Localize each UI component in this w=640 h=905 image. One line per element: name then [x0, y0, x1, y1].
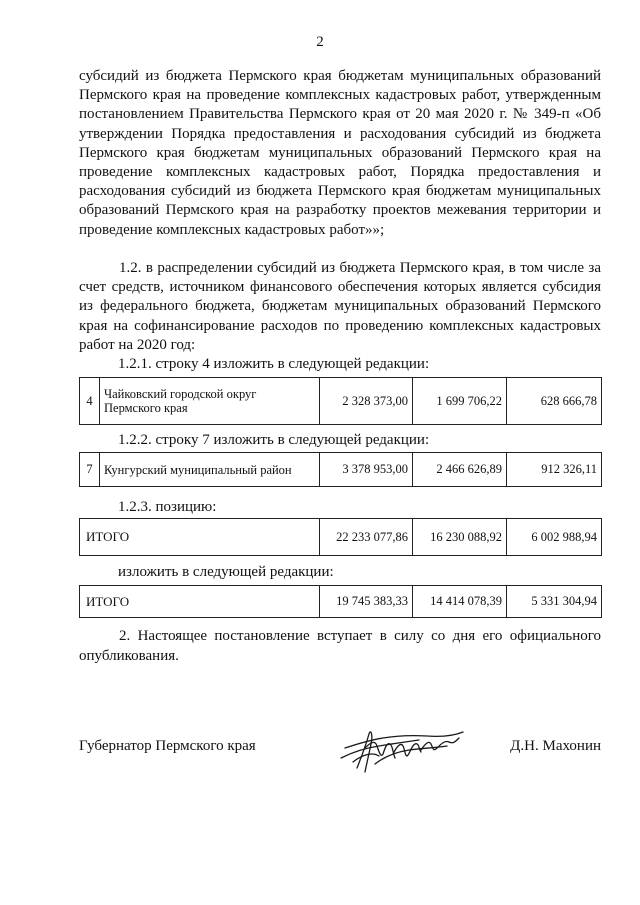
new-edition-label: изложить в следующей редакции:: [118, 564, 334, 580]
regional-amount: 6 002 988,94: [507, 519, 602, 556]
paragraph-continuation: субсидий из бюджета Пермского края бюджетам муниципальных образований Пермского края на проведение комплексных кадастровых работ, утвержденным постановлением Правительства Пермского края от 20 мая 2020 г. № 349-п «Об утверждении Порядка предоставления и расходования субсидий из бюджета Пермского края бюджетам муниципальных образований Пермского края на проведение комплексных кадастровых работ, Порядка предоставления и расходования субсидий из бюджета Пермского края бюджетам муниципальных образований Пермского края на разработку проектов межевания территории и проведение комплексных кадастровых работ»»;: [79, 68, 601, 238]
clause-1-2-2-label: 1.2.2. строку 7 изложить в следующей редакции:: [118, 432, 430, 448]
total-label: ИТОГО: [80, 519, 320, 556]
clause-1-2-3-label: 1.2.3. позицию:: [118, 499, 217, 515]
table-row: [80, 519, 602, 556]
total-label: ИТОГО: [80, 586, 320, 618]
federal-amount: 14 414 078,39: [413, 586, 507, 618]
page-number: 2: [316, 34, 324, 50]
clause-1-2-1-label: 1.2.1. строку 4 изложить в следующей редакции:: [118, 356, 430, 372]
municipality-name: Чайковский городской округ Пермского края: [100, 378, 320, 425]
table-row: [80, 586, 602, 618]
paragraph-2: 2. Настоящее постановление вступает в силу со дня его официального опубликования.: [79, 628, 601, 664]
governor-name: Д.Н. Махонин: [510, 738, 601, 754]
paragraph-1-2: 1.2. в распределении субсидий из бюджета Пермского края, в том числе за счет средств, источником финансового обеспечения которых является субсидия из федерального бюджета, бюджетам муниципальных образований Пермского края на софинансирование расходов по проведению комплексных кадастровых работ на 2020 год:: [79, 260, 601, 353]
federal-amount: 16 230 088,92: [413, 519, 507, 556]
table-row-7: [79, 452, 602, 487]
row-number: 7: [80, 453, 100, 487]
table-total-new: [79, 585, 602, 618]
regional-amount: 912 326,11: [507, 453, 602, 487]
regional-amount: 628 666,78: [507, 378, 602, 425]
table-total-old: [79, 518, 602, 556]
total-amount: 2 328 373,00: [320, 378, 413, 425]
governor-title: Губернатор Пермского края: [79, 738, 256, 754]
handwritten-signature: [335, 718, 470, 780]
total-amount: 19 745 383,33: [320, 586, 413, 618]
municipality-name: Кунгурский муниципальный район: [100, 453, 320, 487]
row-number: 4: [80, 378, 100, 425]
federal-amount: 1 699 706,22: [413, 378, 507, 425]
total-amount: 3 378 953,00: [320, 453, 413, 487]
table-row: [80, 378, 602, 425]
regional-amount: 5 331 304,94: [507, 586, 602, 618]
table-row-4: [79, 377, 602, 425]
table-row: [80, 453, 602, 487]
federal-amount: 2 466 626,89: [413, 453, 507, 487]
total-amount: 22 233 077,86: [320, 519, 413, 556]
